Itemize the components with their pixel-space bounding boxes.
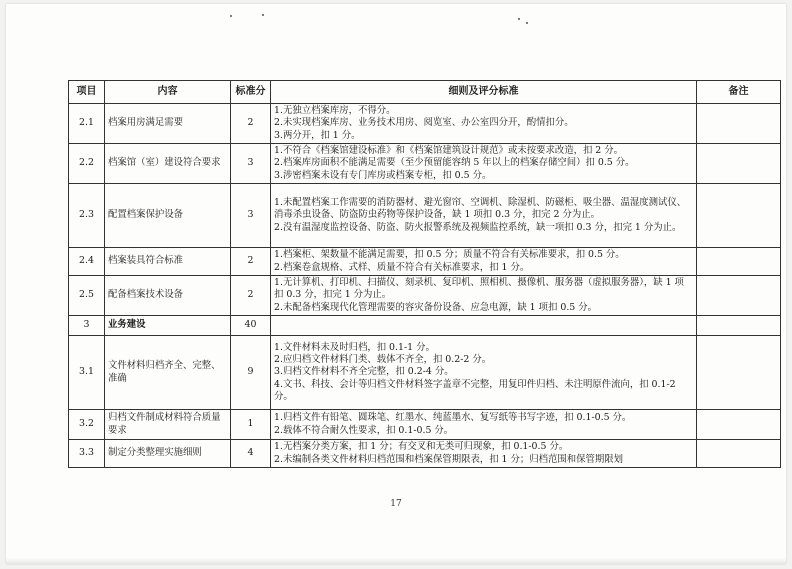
detail-line: 2.应归档文件材料门类、载体不齐全，扣 0.2-2 分。 (274, 354, 492, 366)
detail-line: 2.未配备档案现代化管理需要的容灾备份设备、应急电源，缺 1 项扣 0.5 分。 (274, 301, 597, 313)
row-remark (697, 440, 781, 468)
detail-line: 1.无计算机、打印机、扫描仪、刻录机、复印机、照相机、摄像机、服务器（虚拟服务器），缺 1 项扣 0.3 分，扣完 1 分为止。 (274, 277, 684, 301)
section-title: 业务建设 (105, 316, 231, 336)
row-content: 档案馆（室）建设符合要求 (105, 144, 231, 184)
section-row (69, 316, 781, 336)
detail-line: 3.归档文件材料不齐全完整，扣 0.2-4 分。 (274, 366, 454, 378)
page-bottom-edge (6, 558, 786, 564)
detail-line: 1.档案柜、架数量不能满足需要，扣 0.5 分；质量不符合有关标准要求，扣 0.5 分。 (274, 249, 625, 261)
row-score: 3 (231, 144, 271, 184)
detail-line: 1.无档案分类方案，扣 1 分；有交叉和无类可归现象，扣 0.1-0.5 分。 (274, 441, 569, 453)
header-item: 项目 (69, 81, 105, 104)
row-detail (271, 248, 697, 276)
row-detail (271, 144, 697, 184)
header-detail: 细则及评分标准 (271, 81, 697, 104)
row-remark (697, 184, 781, 248)
row-content: 制定分类整理实施细则 (105, 440, 231, 468)
row-detail (271, 316, 697, 336)
detail-line: 2.档案卷盒规格、式样、质量不符合有关标准要求，扣 1 分。 (274, 261, 530, 273)
detail-line: 1.文件材料未及时归档，扣 0.1-1 分。 (274, 341, 435, 353)
detail-line: 1.无独立档案库房，不得分。 (274, 105, 396, 117)
table-row (69, 336, 781, 410)
row-remark (697, 316, 781, 336)
row-number: 2.1 (69, 104, 105, 144)
row-score: 2 (231, 248, 271, 276)
header-score: 标准分 (231, 81, 271, 104)
document-page (6, 4, 786, 564)
detail-line: 2.未实现档案库房、业务技术用房、阅览室、办公室四分开，酌情扣分。 (274, 117, 574, 129)
table-header-row (69, 81, 781, 104)
row-detail (271, 104, 697, 144)
table-row (69, 276, 781, 316)
detail-line: 2.载体不符合耐久性要求，扣 0.1-0.5 分。 (274, 424, 454, 436)
row-number: 3.2 (69, 410, 105, 440)
row-remark (697, 144, 781, 184)
row-content: 配置档案保护设备 (105, 184, 231, 248)
row-remark (697, 410, 781, 440)
row-remark (697, 336, 781, 410)
row-detail (271, 184, 697, 248)
row-score: 2 (231, 276, 271, 316)
row-score: 1 (231, 410, 271, 440)
row-detail (271, 336, 697, 410)
page-number: 17 (390, 499, 402, 509)
table-row (69, 144, 781, 184)
table-row (69, 184, 781, 248)
header-remark: 备注 (697, 81, 781, 104)
detail-line: 1.未配置档案工作需要的消防器材、避光窗帘、空调机、除湿机、防磁柜、吸尘器、温湿度测试仪、消毒杀虫设备、防盗防虫药物等保护设备，缺 1 项扣 0.3 分，扣完 2 分为止。 (274, 197, 687, 221)
table-row (69, 410, 781, 440)
row-remark (697, 104, 781, 144)
detail-line: 2.档案库房面积不能满足需要（至少预留能容纳 5 年以上的档案存储空间）扣 0.5 分。 (274, 157, 635, 169)
detail-line: 1.归档文件有铅笔、圆珠笔、红墨水、纯蓝墨水、复写纸等书写字迹，扣 0.1-0.5 分。 (274, 412, 632, 424)
header-content: 内容 (105, 81, 231, 104)
row-number: 2.5 (69, 276, 105, 316)
detail-line: 3.两分开，扣 1 分。 (274, 129, 361, 141)
row-content: 配备档案技术设备 (105, 276, 231, 316)
row-number: 2.3 (69, 184, 105, 248)
section-number: 3 (69, 316, 105, 336)
row-number: 3.3 (69, 440, 105, 468)
row-detail (271, 410, 697, 440)
row-detail (271, 440, 697, 468)
row-content: 文件材料归档齐全、完整、准确 (105, 336, 231, 410)
table-row (69, 248, 781, 276)
detail-line: 4.文书、科技、会计等归档文件材料签字盖章不完整，用复印件归档、未注明原件流向，扣 0.1-2 分。 (274, 378, 676, 402)
row-score: 3 (231, 184, 271, 248)
row-score: 9 (231, 336, 271, 410)
row-score: 2 (231, 104, 271, 144)
row-detail (271, 276, 697, 316)
row-content: 档案装具符合标准 (105, 248, 231, 276)
row-content: 归档文件制成材料符合质量要求 (105, 410, 231, 440)
evaluation-table (68, 80, 781, 468)
table-row (69, 104, 781, 144)
section-score: 40 (231, 316, 271, 336)
row-number: 2.4 (69, 248, 105, 276)
detail-line: 2.没有温湿度监控设备、防盗、防火报警系统及视频监控系统，缺一项扣 0.3 分，扣完 1 分为止。 (274, 221, 682, 233)
row-number: 3.1 (69, 336, 105, 410)
detail-line: 3.涉密档案未设有专门库房或档案专柜，扣 0.5 分。 (274, 169, 492, 181)
row-score: 4 (231, 440, 271, 468)
row-content: 档案用房满足需要 (105, 104, 231, 144)
detail-line: 1.不符合《档案馆建设标准》和《档案馆建筑设计规范》或未按要求改造，扣 2 分。 (274, 145, 623, 157)
row-number: 2.2 (69, 144, 105, 184)
detail-line: 2.未编制各类文件材料归档范围和档案保管期限表，扣 1 分；归档范围和保管期限划 (274, 453, 623, 465)
row-remark (697, 276, 781, 316)
table-row (69, 440, 781, 468)
row-remark (697, 248, 781, 276)
